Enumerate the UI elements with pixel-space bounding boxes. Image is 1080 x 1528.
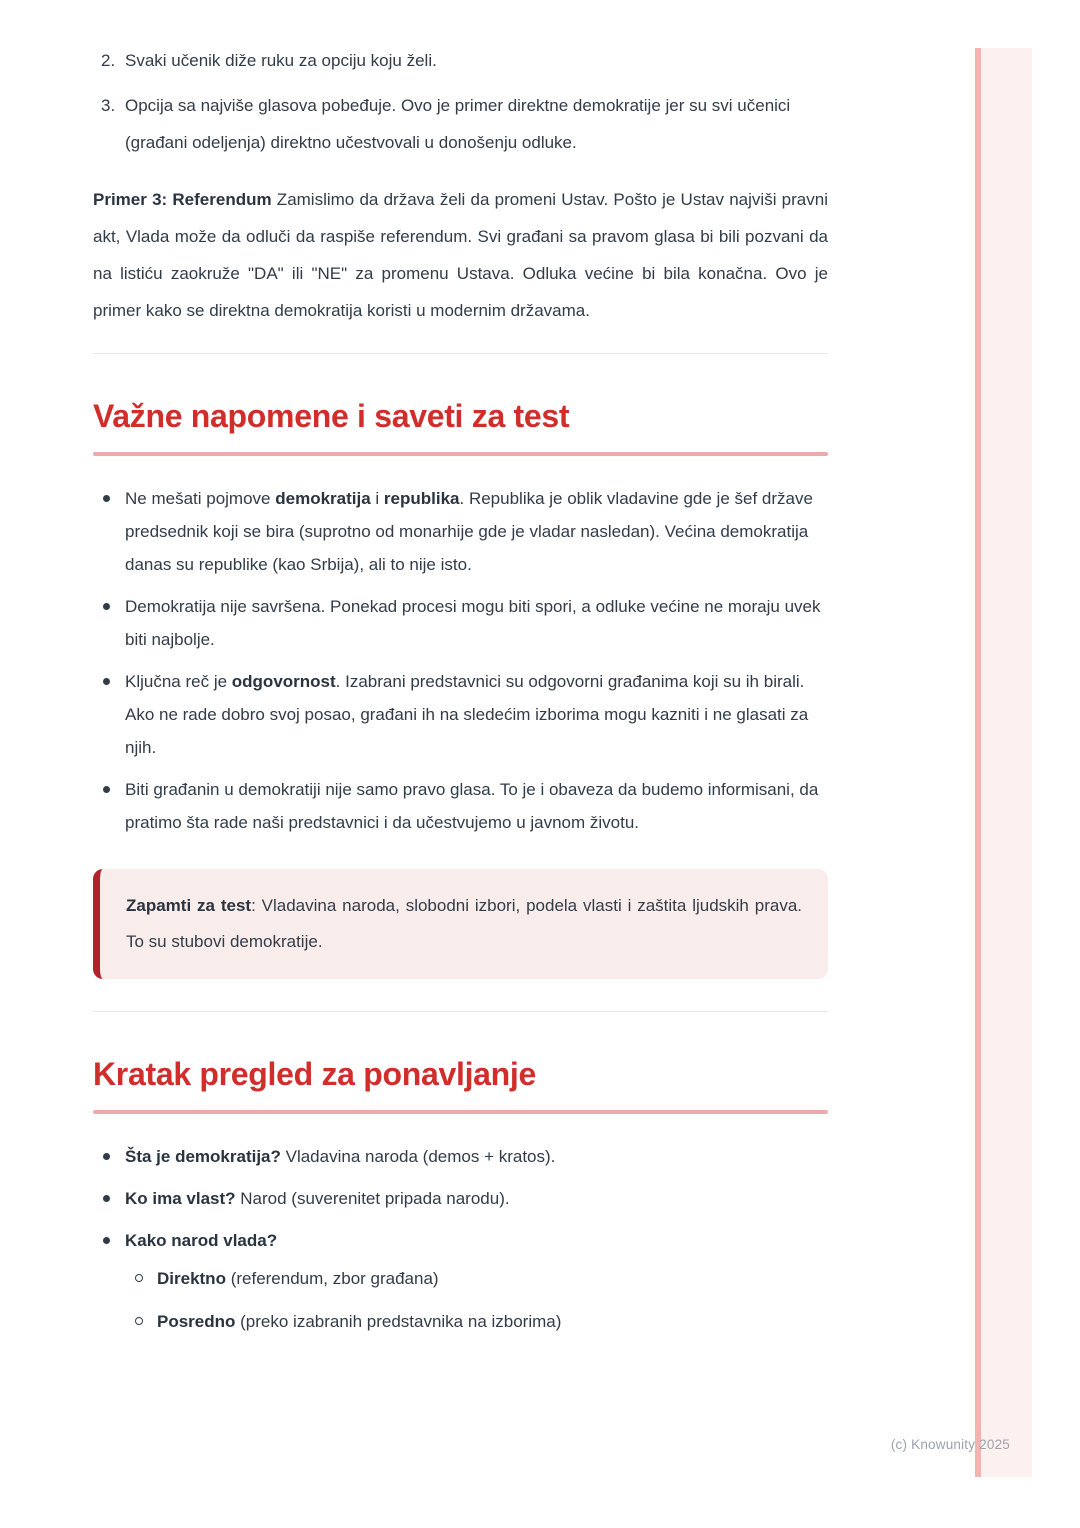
callout-zapamti-za-test	[93, 869, 828, 979]
section-divider	[93, 1011, 828, 1012]
section-divider	[93, 353, 828, 354]
text: . Republika je oblik vladavine gde je šef države predsednik koji se bira (suprotno od monarhije gde je vladar nasledan). Većina demokratija danas su republike (kao Srbija), ali to nije isto.	[125, 489, 813, 574]
bold-text: demokratija	[275, 489, 371, 508]
title-underline	[93, 452, 828, 456]
list-item-text	[125, 87, 828, 161]
page-edge-strip	[975, 48, 1032, 1477]
text: Narod (suverenitet pripada narodu).	[235, 1189, 510, 1208]
numbered-list-item	[93, 87, 828, 161]
bullet-item	[93, 1140, 828, 1173]
bullet-item-text	[125, 1140, 828, 1173]
sub-bullet-item	[125, 1262, 828, 1295]
text: Ne mešati pojmove	[125, 489, 276, 508]
bullet-item	[93, 482, 828, 581]
text: (referendum, zbor građana)	[225, 1269, 439, 1288]
sub-bullet-item-text	[157, 1262, 828, 1295]
text: Demokratija nije savršena. Ponekad procesi mogu biti spori, a odluke većine ne moraju uvek biti najbolje.	[125, 597, 821, 649]
bullet-item-text	[125, 482, 828, 581]
bold-text: odgovornost	[231, 672, 336, 691]
text: Opcija sa najviše glasova pobeđuje. Ovo je primer direktne demokratije jer su svi učenici (građani odeljenja) direktno učestvovali u donošenju odluke.	[125, 96, 791, 152]
bullet-list-pregled	[93, 1140, 828, 1348]
bold-text: Ko ima vlast?	[125, 1189, 236, 1208]
bold-text: Posredno	[157, 1312, 236, 1331]
bold-text: Direktno	[157, 1269, 226, 1288]
text: . Izabrani predstavnici su odgovorni građanima koji su ih birali. Ako ne rade dobro svoj posao, građani ih na sledećim izborima mogu kazniti i ne glasati za njih.	[125, 672, 809, 757]
section-title-kratak-pregled: Kratak pregled za ponavljanje	[93, 1056, 537, 1092]
text: Vladavina naroda (demos + kratos).	[280, 1147, 556, 1166]
bold-text: Zapamti za test	[126, 896, 252, 915]
bullet-item-text	[125, 1182, 828, 1215]
bold-text: Kako narod vlada?	[125, 1231, 278, 1250]
document-page	[93, 42, 828, 1357]
title-underline	[93, 1110, 828, 1114]
text: : Vladavina naroda, slobodni izbori, podela vlasti i zaštita ljudskih prava. To su stubovi demokratije.	[126, 896, 802, 951]
bullet-marker-icon	[93, 1140, 125, 1173]
text: Zamislimo da država želi da promeni Ustav. Pošto je Ustav najviši pravni akt, Vlada može da odluči da raspiše referendum. Svi građani sa pravom glasa bi bili pozvani da na listiću zaokruže "DA" ili "NE" za promenu Ustava. Odluka većine bi bila konačna. Ovo je primer kako se direktna demokratija koristi u modernim državama.	[93, 190, 828, 320]
bullet-marker-icon	[93, 1182, 125, 1215]
bullet-item	[93, 1182, 828, 1215]
bullet-dot-icon	[103, 678, 110, 685]
bullet-dot-icon	[103, 1153, 110, 1160]
text: (preko izabranih predstavnika na izborima)	[235, 1312, 562, 1331]
bullet-dot-icon	[103, 495, 110, 502]
sub-bullet-marker-icon	[125, 1305, 157, 1338]
bullet-item	[93, 590, 828, 656]
bullet-marker-icon	[93, 773, 125, 839]
bullet-item-text	[125, 590, 828, 656]
list-number: 3.	[101, 96, 116, 115]
bold-text: Primer 3: Referendum	[93, 190, 272, 209]
bullet-dot-icon	[103, 1237, 110, 1244]
list-item-text	[125, 42, 828, 79]
bold-text: Šta je demokratija?	[125, 1147, 281, 1166]
section-title-vazne-napomene: Važne napomene i saveti za test	[93, 398, 570, 434]
bullet-dot-icon	[103, 1195, 110, 1202]
text: Ključna reč je	[125, 672, 232, 691]
bullet-item-text	[125, 665, 828, 764]
bullet-item	[93, 665, 828, 764]
bullet-item-text	[125, 1224, 828, 1348]
bullet-dot-icon	[103, 603, 110, 610]
sub-bullet-item-text	[157, 1305, 828, 1338]
bullet-marker-icon	[93, 590, 125, 656]
hollow-circle-icon	[135, 1274, 143, 1282]
text: Svaki učenik diže ruku za opciju koju želi.	[125, 51, 437, 70]
bullet-marker-icon	[93, 665, 125, 764]
bullet-item	[93, 1224, 828, 1348]
footer-credit: (c) Knowunity 2025	[890, 1437, 1010, 1452]
sub-bullet-item	[125, 1305, 828, 1338]
list-number: 2.	[101, 51, 116, 70]
bullet-item	[93, 773, 828, 839]
text: i	[370, 489, 384, 508]
text: Biti građanin u demokratiji nije samo pravo glasa. To je i obaveza da budemo informisani, da pratimo šta rade naši predstavnici i da učestvujemo u javnom životu.	[125, 780, 819, 832]
bullet-list-napomene	[93, 482, 828, 839]
bullet-marker-icon	[93, 1224, 125, 1348]
hollow-circle-icon	[135, 1317, 143, 1325]
bullet-marker-icon	[93, 482, 125, 581]
bullet-dot-icon	[103, 786, 110, 793]
numbered-list-item	[93, 42, 828, 79]
paragraph-primer-3	[93, 181, 828, 329]
sub-bullet-list	[125, 1262, 828, 1338]
numbered-list	[93, 42, 828, 161]
sub-bullet-marker-icon	[125, 1262, 157, 1295]
bullet-item-text	[125, 773, 828, 839]
bold-text: republika	[383, 489, 460, 508]
